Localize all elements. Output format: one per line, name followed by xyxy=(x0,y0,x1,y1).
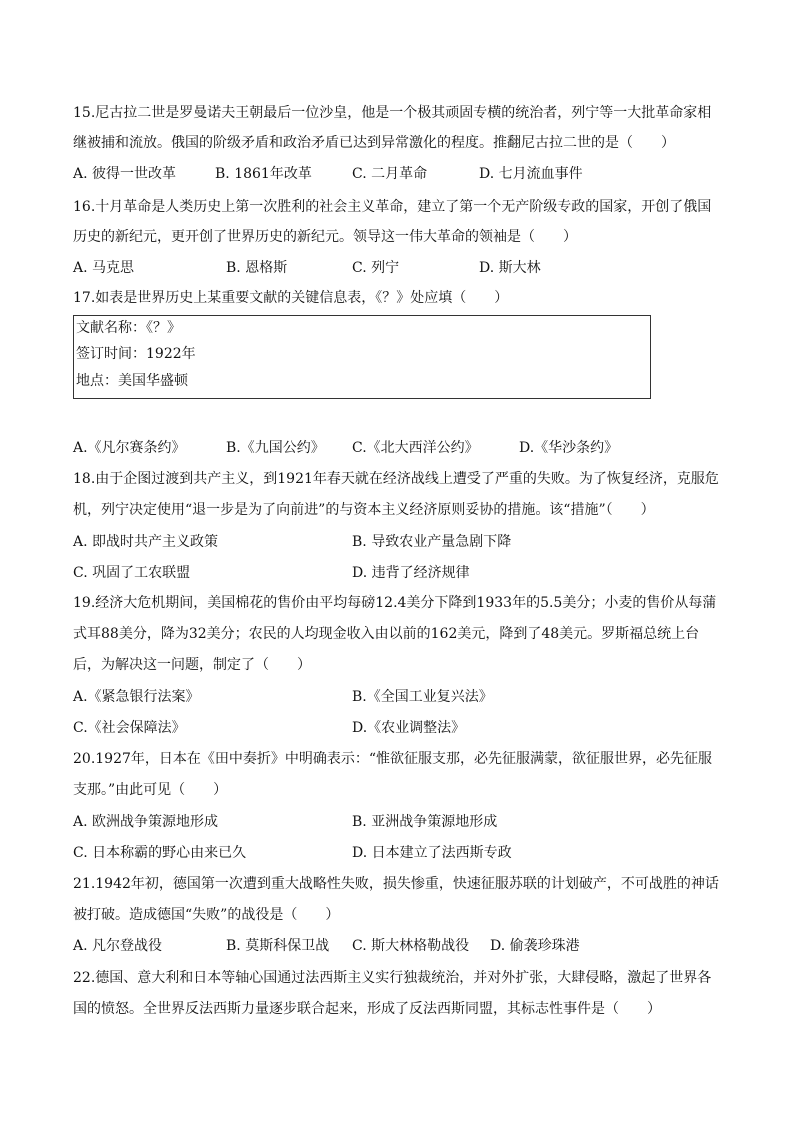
question-18-stem-line-2: 机，列宁决定使用“退一步是为了向前进”的与资本主义经济原则妥协的措施。该“措施”（ ） xyxy=(73,502,655,518)
document-info-table xyxy=(73,315,651,399)
question-16-option-c: C. 列宁 xyxy=(352,260,400,276)
question-17-option-b: B.《九国公约》 xyxy=(226,440,325,456)
question-19-stem-line-1: 19.经济大危机期间，美国棉花的售价由平均每磅12.4美分下降到1933年的5.5美分；小麦的售价从每蒲 xyxy=(73,595,717,611)
question-20-option-d: D. 日本建立了法西斯专政 xyxy=(352,845,512,861)
question-21-stem-line-2: 被打破。造成德国“失败”的战役是（ ） xyxy=(73,907,340,923)
question-20-option-a: A. 欧洲战争策源地形成 xyxy=(73,814,219,830)
question-19-stem-line-2: 式耳88美分，降为32美分；农民的人均现金收入由以前的162美元，降到了48美元。罗斯福总统上台 xyxy=(73,626,700,642)
question-22-stem-line-1: 22.德国、意大利和日本等轴心国通过法西斯主义实行独裁统治，并对外扩张，大肆侵略，激起了世界各 xyxy=(73,970,712,986)
table-row-document-name: 文献名称：《？》 xyxy=(76,320,181,336)
question-19-stem-line-3: 后，为解决这一问题，制定了（ ） xyxy=(73,657,311,673)
question-17-option-d: D.《华沙条约》 xyxy=(519,440,619,456)
question-20-option-b: B. 亚洲战争策源地形成 xyxy=(352,814,498,830)
question-19-option-c: C.《社会保障法》 xyxy=(73,720,186,736)
question-15-option-c: C. 二月革命 xyxy=(352,166,428,182)
question-20-stem-line-2: 支那。”由此可见（ ） xyxy=(73,782,228,798)
question-21-stem-line-1: 21.1942年初，德国第一次遭到重大战略性失败，损失惨重，快速征服苏联的计划破产，不可战胜的神话 xyxy=(73,876,719,892)
question-16-stem-line-1: 16.十月革命是人类历史上第一次胜利的社会主义革命，建立了第一个无产阶级专政的国家，开创了俄国 xyxy=(73,199,712,215)
question-18-option-c: C. 巩固了工农联盟 xyxy=(73,565,191,581)
question-16-option-b: B. 恩格斯 xyxy=(226,260,288,276)
question-17-stem: 17.如表是世界历史上某重要文献的关键信息表，《？》处应填（ ） xyxy=(73,290,509,306)
table-row-location: 地点：美国华盛顿 xyxy=(76,373,188,389)
question-18-stem-line-1: 18.由于企图过渡到共产主义，到1921年春天就在经济战线上遭受了严重的失败。为了恢复经济，克服危 xyxy=(73,471,719,487)
question-21-option-d: D. 偷袭珍珠港 xyxy=(490,938,580,954)
question-16-option-a: A. 马克思 xyxy=(73,260,135,276)
question-15-option-b: B. 1861年改革 xyxy=(215,166,312,182)
question-21-option-b: B. 莫斯科保卫战 xyxy=(226,938,330,954)
question-15-option-d: D. 七月流血事件 xyxy=(479,166,583,182)
question-16-stem-line-2: 历史的新纪元，更开创了世界历史的新纪元。领导这一伟大革命的领袖是（ ） xyxy=(73,229,577,245)
question-15-stem-line-1: 15.尼古拉二世是罗曼诺夫王朝最后一位沙皇，他是一个极其顽固专横的统治者，列宁等一大批革命家相 xyxy=(73,105,712,121)
question-19-option-a: A.《紧急银行法案》 xyxy=(73,689,200,705)
question-17-option-c: C.《北大西洋公约》 xyxy=(352,440,479,456)
question-15-option-a: A. 彼得一世改革 xyxy=(73,166,177,182)
question-19-option-d: D.《农业调整法》 xyxy=(352,720,466,736)
question-21-option-a: A. 凡尔登战役 xyxy=(73,938,163,954)
question-15-stem-line-2: 继被捕和流放。俄国的阶级矛盾和政治矛盾已达到异常激化的程度。推翻尼古拉二世的是（ ） xyxy=(73,135,675,151)
question-19-option-b: B.《全国工业复兴法》 xyxy=(352,689,493,705)
question-20-stem-line-1: 20.1927年，日本在《田中奏折》中明确表示：“惟欲征服支那，必先征服满蒙，欲征服世界，必先征服 xyxy=(73,751,713,767)
question-21-option-c: C. 斯大林格勒战役 xyxy=(352,938,470,954)
question-17-option-a: A.《凡尔赛条约》 xyxy=(73,440,186,456)
question-16-option-d: D. 斯大林 xyxy=(479,260,541,276)
question-18-option-b: B. 导致农业产量急剧下降 xyxy=(352,534,512,550)
table-row-signing-date: 签订时间：1922年 xyxy=(76,346,196,362)
question-18-option-d: D. 违背了经济规律 xyxy=(352,565,470,581)
question-22-stem-line-2: 国的愤怒。全世界反法西斯力量逐步联合起来，形成了反法西斯同盟，其标志性事件是（ ） xyxy=(73,1001,661,1017)
question-18-option-a: A. 即战时共产主义政策 xyxy=(73,534,219,550)
question-20-option-c: C. 日本称霸的野心由来已久 xyxy=(73,845,247,861)
